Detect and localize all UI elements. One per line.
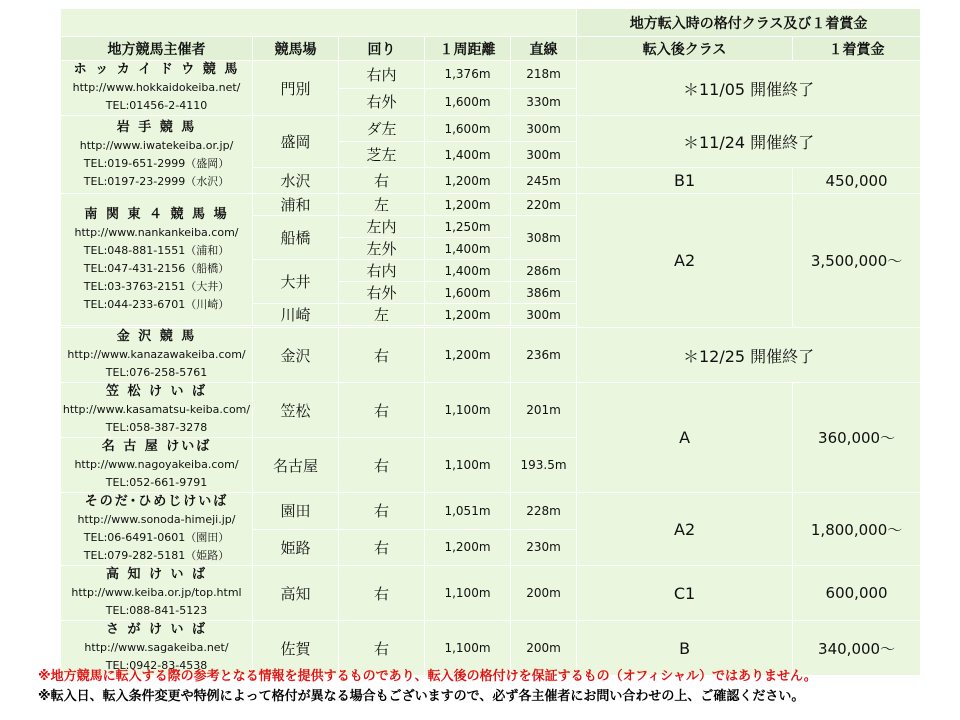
track-kochi: 高知 bbox=[253, 566, 339, 621]
contact-note: ※転入日、転入条件変更や特例によって格付が異なる場合もございますので、必ず各主催者にお問い合わせの上、ご確認ください。 bbox=[38, 689, 805, 704]
organizer-tel: TEL:047-431-2156（船橋） bbox=[83, 261, 230, 275]
organizer-tel: TEL:01456-2-4110 bbox=[105, 99, 208, 112]
prize-cell: 340,000～ bbox=[793, 621, 921, 676]
organizer-kochi bbox=[61, 566, 253, 621]
organizer-nagoya bbox=[61, 438, 253, 493]
direction-cell: 右 bbox=[339, 621, 425, 676]
direction-cell: 左外 bbox=[339, 238, 425, 260]
organizer-url[interactable]: http://www.hokkaidokeiba.net/ bbox=[72, 81, 241, 94]
organizer-url[interactable]: http://www.kasamatsu-keiba.com/ bbox=[62, 403, 251, 416]
direction-cell: 右 bbox=[339, 168, 425, 194]
class-cell-tokai: A bbox=[577, 383, 793, 493]
organizer-tel: TEL:0942-83-4538 bbox=[105, 659, 208, 672]
straight-cell: 201m bbox=[511, 383, 577, 438]
organizer-name: 笠 松 け い ば bbox=[105, 384, 208, 399]
distance-cell: 1,100m bbox=[425, 383, 511, 438]
track-kawasaki: 川崎 bbox=[253, 304, 339, 326]
header-class-after: 転入後クラス bbox=[577, 37, 793, 61]
organizer-iwate bbox=[61, 116, 253, 194]
distance-cell: 1,400m bbox=[425, 238, 511, 260]
track-kasamatsu: 笠松 bbox=[253, 383, 339, 438]
organizer-tel: TEL:052-661-9791 bbox=[105, 476, 208, 489]
direction-cell: 右外 bbox=[339, 282, 425, 304]
direction-cell: 右 bbox=[339, 383, 425, 438]
track-mizusawa: 水沢 bbox=[253, 168, 339, 194]
distance-cell: 1,600m bbox=[425, 116, 511, 142]
track-sonoda: 園田 bbox=[253, 493, 339, 530]
track-oi: 大井 bbox=[253, 260, 339, 304]
organizer-url[interactable]: http://www.nankankeiba.com/ bbox=[74, 225, 239, 239]
distance-cell: 1,100m bbox=[425, 566, 511, 621]
straight-cell: 220m bbox=[511, 194, 577, 216]
track-kanazawa: 金沢 bbox=[253, 328, 339, 383]
organizer-name: 高 知 け い ば bbox=[105, 567, 208, 582]
distance-cell: 1,200m bbox=[425, 529, 511, 566]
organizer-sonoda-himeji bbox=[61, 493, 253, 566]
organizer-name: 名 古 屋 けいば bbox=[101, 439, 212, 454]
prize-cell-hyogo: 1,800,000～ bbox=[793, 493, 921, 566]
distance-cell: 1,100m bbox=[425, 438, 511, 493]
organizer-tel: TEL:088-841-5123 bbox=[105, 604, 208, 617]
organizer-minamikanto bbox=[61, 194, 253, 326]
prize-cell-nankan: 3,500,000～ bbox=[793, 194, 921, 328]
straight-cell: 200m bbox=[511, 621, 577, 676]
organizer-name: 南 関 東 ４ 競 馬 場 bbox=[84, 206, 229, 222]
track-morioka: 盛岡 bbox=[253, 116, 339, 168]
header-direction: 回り bbox=[339, 37, 425, 61]
direction-cell: 右 bbox=[339, 438, 425, 493]
distance-cell: 1,600m bbox=[425, 88, 511, 116]
footnotes bbox=[38, 667, 958, 707]
direction-cell: 右内 bbox=[339, 260, 425, 282]
organizer-tel: TEL:048-881-1551（浦和） bbox=[83, 243, 230, 257]
header-distance: １周距離 bbox=[425, 37, 511, 61]
direction-cell: 右外 bbox=[339, 88, 425, 116]
direction-cell: 右 bbox=[339, 328, 425, 383]
straight-cell: 245m bbox=[511, 168, 577, 194]
organizer-hokkaido bbox=[61, 61, 253, 116]
distance-cell: 1,250m bbox=[425, 216, 511, 238]
straight-cell: 236m bbox=[511, 328, 577, 383]
straight-cell: 330m bbox=[511, 88, 577, 116]
organizer-url[interactable]: http://www.keiba.or.jp/top.html bbox=[71, 586, 242, 599]
track-urawa: 浦和 bbox=[253, 194, 339, 216]
track-monbetsu: 門別 bbox=[253, 61, 339, 116]
header-first-prize: １着賞金 bbox=[793, 37, 921, 61]
straight-cell: 286m bbox=[511, 260, 577, 282]
distance-cell: 1,200m bbox=[425, 168, 511, 194]
distance-cell: 1,100m bbox=[425, 621, 511, 676]
organizer-tel: TEL:044-233-6701（川崎） bbox=[83, 297, 230, 311]
organizer-tel: TEL:058-387-3278 bbox=[105, 421, 208, 434]
organizer-tel: TEL:06-6491-0601（園田） bbox=[83, 531, 230, 544]
distance-cell: 1,200m bbox=[425, 194, 511, 216]
straight-cell: 308m bbox=[511, 216, 577, 260]
organizer-url[interactable]: http://www.kanazawakeiba.com/ bbox=[67, 348, 246, 361]
organizer-name: 岩 手 競 馬 bbox=[116, 119, 197, 135]
status-ended-hokkaido: ＊11/05 開催終了 bbox=[577, 61, 921, 116]
organizer-url[interactable]: http://www.sonoda-himeji.jp/ bbox=[77, 513, 236, 526]
header-straight: 直線 bbox=[511, 37, 577, 61]
track-saga: 佐賀 bbox=[253, 621, 339, 676]
status-ended-iwate: ＊11/24 開催終了 bbox=[577, 116, 921, 168]
distance-cell: 1,376m bbox=[425, 61, 511, 89]
distance-cell: 1,200m bbox=[425, 328, 511, 383]
organizer-name: そのだ･ひめじけいば bbox=[84, 494, 229, 509]
distance-cell: 1,400m bbox=[425, 260, 511, 282]
prize-cell: 450,000 bbox=[793, 168, 921, 194]
direction-cell: 右 bbox=[339, 529, 425, 566]
straight-cell: 300m bbox=[511, 116, 577, 142]
straight-cell: 230m bbox=[511, 529, 577, 566]
distance-cell: 1,600m bbox=[425, 282, 511, 304]
straight-cell: 218m bbox=[511, 61, 577, 89]
straight-cell: 200m bbox=[511, 566, 577, 621]
class-cell: B1 bbox=[577, 168, 793, 194]
track-funabashi: 船橋 bbox=[253, 216, 339, 260]
status-ended-kanazawa: ＊12/25 開催終了 bbox=[577, 328, 921, 383]
class-cell: B bbox=[577, 621, 793, 676]
track-nagoya: 名古屋 bbox=[253, 438, 339, 493]
organizer-name: 金 沢 競 馬 bbox=[116, 329, 197, 344]
straight-cell: 300m bbox=[511, 142, 577, 168]
direction-cell: 芝左 bbox=[339, 142, 425, 168]
prize-cell: 600,000 bbox=[793, 566, 921, 621]
organizer-tel: TEL:076-258-5761 bbox=[105, 366, 208, 379]
organizer-tel: TEL:019-651-2999（盛岡） bbox=[83, 156, 230, 170]
organizer-url[interactable]: http://www.sagakeiba.net/ bbox=[84, 641, 229, 654]
straight-cell: 386m bbox=[511, 282, 577, 304]
direction-cell: 右 bbox=[339, 566, 425, 621]
class-cell-hyogo: A2 bbox=[577, 493, 793, 566]
class-cell-nankan: A2 bbox=[577, 194, 793, 328]
direction-cell: 左 bbox=[339, 304, 425, 326]
direction-cell: 右 bbox=[339, 493, 425, 530]
straight-cell: 228m bbox=[511, 493, 577, 530]
header-group-title: 地方転入時の格付クラス及び１着賞金 bbox=[577, 9, 921, 37]
distance-cell: 1,051m bbox=[425, 493, 511, 530]
header-organizer: 地方競馬主催者 bbox=[61, 37, 253, 61]
direction-cell: 左 bbox=[339, 194, 425, 216]
transfer-class-table bbox=[60, 8, 921, 676]
organizer-url[interactable]: http://www.nagoyakeiba.com/ bbox=[74, 458, 239, 471]
direction-cell: ダ左 bbox=[339, 116, 425, 142]
disclaimer-note: ※地方競馬に転入する際の参考となる情報を提供するものであり、転入後の格付けを保証するもの（オフィシャル）ではありません。 bbox=[38, 669, 817, 684]
distance-cell: 1,400m bbox=[425, 142, 511, 168]
track-himeji: 姫路 bbox=[253, 529, 339, 566]
organizer-tel: TEL:03-3763-2151（大井） bbox=[83, 279, 230, 293]
class-cell: C1 bbox=[577, 566, 793, 621]
organizer-kasamatsu bbox=[61, 383, 253, 438]
header-blank bbox=[61, 9, 577, 37]
direction-cell: 右内 bbox=[339, 61, 425, 89]
organizer-tel: TEL:0197-23-2999（水沢） bbox=[83, 174, 230, 188]
organizer-tel: TEL:079-282-5181（姫路） bbox=[83, 549, 230, 562]
distance-cell: 1,200m bbox=[425, 304, 511, 326]
straight-cell: 300m bbox=[511, 304, 577, 326]
organizer-name: ホ ッ カ イ ド ウ 競 馬 bbox=[73, 62, 240, 77]
organizer-url[interactable]: http://www.iwatekeiba.or.jp/ bbox=[79, 138, 234, 152]
prize-cell-tokai: 360,000～ bbox=[793, 383, 921, 493]
straight-cell: 193.5m bbox=[511, 438, 577, 493]
organizer-name: さ が け い ば bbox=[105, 622, 208, 637]
organizer-kanazawa bbox=[61, 328, 253, 383]
header-track: 競馬場 bbox=[253, 37, 339, 61]
direction-cell: 左内 bbox=[339, 216, 425, 238]
